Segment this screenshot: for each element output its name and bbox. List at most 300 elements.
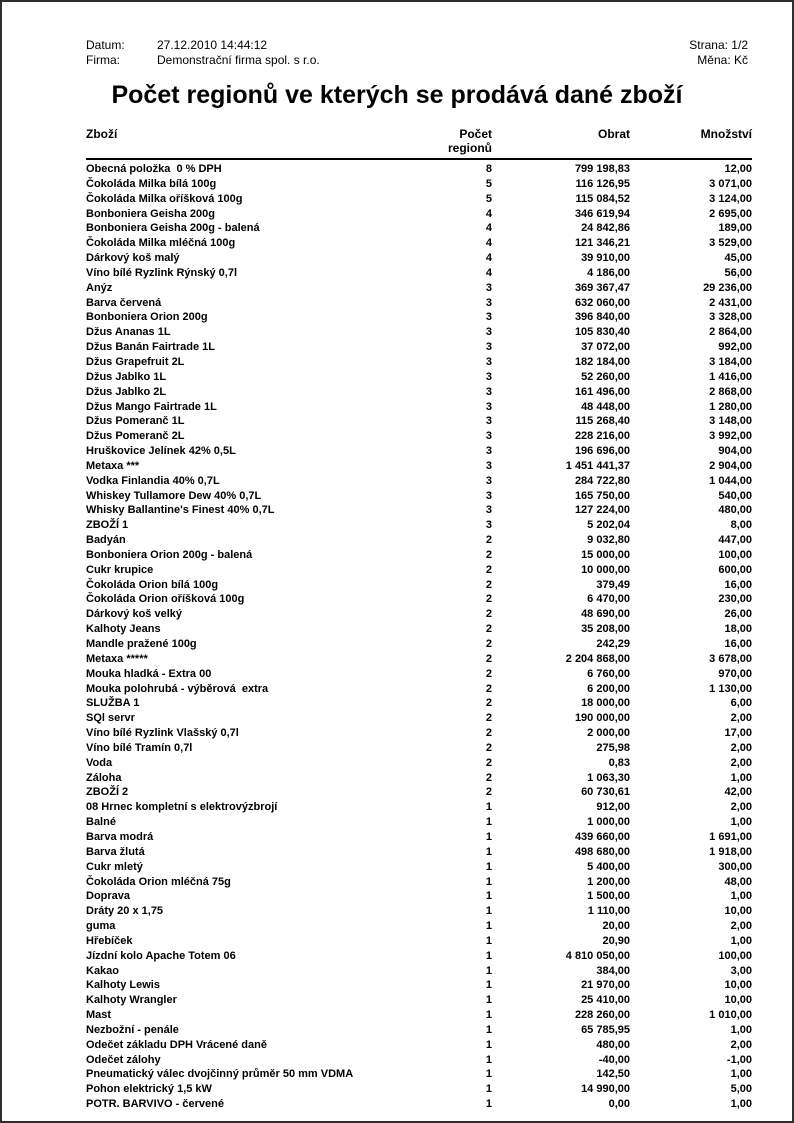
region-count-cell: 3 <box>485 341 492 354</box>
turnover-cell: 369 367,47 <box>574 281 630 294</box>
quantity-cell: 2,00 <box>730 756 752 769</box>
region-count-cell: 1 <box>485 905 492 918</box>
item-name-cell: Víno bílé Tramín 0,7l <box>86 741 193 754</box>
quantity-cell: 2 864,00 <box>709 326 752 339</box>
turnover-cell: 20,00 <box>602 920 630 933</box>
item-name-cell: 08 Hrnec kompletní s elektrovýzbrojí <box>86 801 278 814</box>
region-count-cell: 3 <box>485 296 492 309</box>
item-name-cell: Džus Banán Fairtrade 1L <box>86 341 215 354</box>
turnover-cell: 242,29 <box>596 638 630 650</box>
table-row <box>86 726 752 741</box>
quantity-cell: 2,00 <box>730 920 752 933</box>
region-count-cell: 2 <box>485 771 492 784</box>
report-table <box>86 127 752 1112</box>
turnover-cell: 15 000,00 <box>581 548 630 561</box>
region-count-cell: 1 <box>485 920 492 933</box>
quantity-cell: 16,00 <box>724 578 752 591</box>
item-name-cell: Víno bílé Ryzlink Rýnský 0,7l <box>86 266 237 279</box>
quantity-cell: 447,00 <box>718 534 752 547</box>
turnover-cell: 116 126,95 <box>575 177 630 190</box>
region-count-cell: 3 <box>485 311 492 324</box>
item-name-cell: guma <box>86 920 116 933</box>
region-count-cell: 2 <box>485 727 492 740</box>
region-count-cell: 1 <box>485 964 492 977</box>
turnover-cell: 10 000,00 <box>581 563 630 576</box>
firm-label: Firma: <box>86 53 120 67</box>
table-row <box>86 682 752 697</box>
turnover-cell: 439 660,00 <box>574 830 630 843</box>
meta-left-block <box>86 38 320 68</box>
turnover-cell: 5 400,00 <box>587 860 630 873</box>
quantity-cell: 10,00 <box>724 979 752 992</box>
quantity-cell: 3 124,00 <box>709 192 752 205</box>
item-name-cell: SQl servr <box>86 712 135 725</box>
region-count-cell: 1 <box>485 890 492 903</box>
item-name-cell: Nezbožní - penále <box>86 1023 179 1036</box>
region-count-cell: 3 <box>485 474 492 487</box>
table-row <box>86 192 752 207</box>
item-name-cell: Whiskey Tullamore Dew 40% 0,7L <box>86 489 262 502</box>
table-row <box>86 1097 752 1112</box>
quantity-cell: 3 529,00 <box>709 237 752 250</box>
table-row <box>86 711 752 726</box>
turnover-cell: 1 000,00 <box>587 816 630 829</box>
region-count-cell: 4 <box>485 237 492 250</box>
region-count-cell: 2 <box>485 593 492 606</box>
region-count-cell: 2 <box>485 652 492 665</box>
quantity-cell: 1,00 <box>730 1068 752 1081</box>
region-count-cell: 3 <box>485 370 492 383</box>
turnover-cell: 5 202,04 <box>587 519 630 532</box>
turnover-cell: 4 810 050,00 <box>565 949 630 962</box>
table-row <box>86 236 752 251</box>
region-count-cell: 4 <box>485 252 492 265</box>
item-name-cell: Bonboniera Orion 200g - balená <box>86 548 253 561</box>
turnover-cell: 346 619,94 <box>574 207 630 220</box>
item-name-cell: Mandle pražené 100g <box>86 638 197 650</box>
quantity-cell: 100,00 <box>718 548 752 561</box>
turnover-cell: 52 260,00 <box>581 370 630 383</box>
turnover-cell: 48 448,00 <box>581 400 630 413</box>
report-title: Počet regionů ve kterých se prodává dané zboží <box>111 81 683 109</box>
region-count-cell: 1 <box>485 994 492 1007</box>
turnover-cell: 142,50 <box>596 1068 630 1081</box>
quantity-cell: 189,00 <box>718 222 752 235</box>
report-meta <box>86 38 748 68</box>
turnover-cell: 396 840,00 <box>574 311 630 324</box>
region-count-cell: 2 <box>485 697 492 710</box>
item-name-cell: Džus Mango Fairtrade 1L <box>86 400 217 413</box>
table-row <box>86 949 752 964</box>
date-row <box>86 38 320 53</box>
region-count-cell: 2 <box>485 638 492 650</box>
table-row <box>86 696 752 711</box>
turnover-cell: 6 470,00 <box>587 593 630 606</box>
item-name-cell: Mouka polohrubá - výběrová extra <box>86 682 269 695</box>
table-row <box>86 489 752 504</box>
turnover-cell: 196 696,00 <box>574 445 630 458</box>
item-name-cell: POTR. BARVIVO - červené <box>86 1098 224 1111</box>
region-count-cell: 3 <box>485 281 492 294</box>
item-name-cell: Čokoláda Orion mléčná 75g <box>86 875 231 888</box>
quantity-cell: 1,00 <box>730 1098 752 1111</box>
item-name-cell: Odečet zálohy <box>86 1053 161 1066</box>
quantity-cell: 2,00 <box>730 1038 752 1051</box>
region-count-cell: 2 <box>485 548 492 561</box>
turnover-cell: 799 198,83 <box>574 163 630 175</box>
turnover-cell: 21 970,00 <box>581 979 630 992</box>
turnover-cell: 65 785,95 <box>581 1023 630 1036</box>
region-count-cell: 3 <box>485 415 492 428</box>
item-name-cell: Dárkový koš velký <box>86 608 183 621</box>
table-row <box>86 518 752 533</box>
table-row <box>86 785 752 800</box>
table-row <box>86 444 752 459</box>
quantity-cell: 1,00 <box>730 771 752 784</box>
table-row <box>86 281 752 296</box>
region-count-cell: 1 <box>485 1098 492 1111</box>
item-name-cell: Víno bílé Ryzlink Vlašský 0,7l <box>86 727 239 740</box>
item-name-cell: Anýz <box>86 281 113 294</box>
table-row <box>86 1008 752 1023</box>
table-row <box>86 934 752 949</box>
region-count-cell: 3 <box>485 519 492 532</box>
item-name-cell: Bonboniera Geisha 200g - balená <box>86 222 260 235</box>
table-row <box>86 578 752 593</box>
table-row <box>86 860 752 875</box>
table-row <box>86 993 752 1008</box>
quantity-cell: 8,00 <box>730 519 752 532</box>
region-count-cell: 3 <box>485 430 492 443</box>
region-count-cell: 4 <box>485 266 492 279</box>
turnover-cell: 182 184,00 <box>574 355 630 368</box>
table-row <box>86 756 752 771</box>
table-row <box>86 533 752 548</box>
item-name-cell: ZBOŽÍ 1 <box>86 519 129 532</box>
quantity-cell: 45,00 <box>724 252 752 265</box>
region-count-cell: 1 <box>485 845 492 858</box>
table-row <box>86 266 752 281</box>
item-name-cell: Metaxa *** <box>86 459 140 472</box>
turnover-cell: 9 032,80 <box>587 534 630 547</box>
column-header-regions: Počet regionů <box>448 127 492 155</box>
region-count-cell: 1 <box>485 1023 492 1036</box>
quantity-cell: 2,00 <box>730 801 752 814</box>
item-name-cell: Voda <box>86 756 113 769</box>
table-row <box>86 845 752 860</box>
quantity-cell: 18,00 <box>724 623 752 636</box>
turnover-cell: 60 730,61 <box>581 786 630 799</box>
quantity-cell: 2 695,00 <box>709 207 752 220</box>
quantity-cell: 3 184,00 <box>709 355 752 368</box>
region-count-cell: 2 <box>485 712 492 725</box>
date-label: Datum: <box>86 38 125 52</box>
quantity-cell: 300,00 <box>718 860 752 873</box>
quantity-cell: 3 678,00 <box>709 652 752 665</box>
turnover-cell: 20,90 <box>602 934 630 947</box>
region-count-cell: 1 <box>485 1053 492 1066</box>
quantity-cell: 600,00 <box>718 563 752 576</box>
table-header-row <box>86 127 752 160</box>
turnover-cell: 115 084,52 <box>575 192 630 205</box>
table-row <box>86 1067 752 1082</box>
region-count-cell: 1 <box>485 1009 492 1022</box>
quantity-cell: -1,00 <box>726 1053 752 1066</box>
table-row <box>86 637 752 652</box>
quantity-cell: 10,00 <box>724 905 752 918</box>
table-row <box>86 1023 752 1038</box>
table-row <box>86 355 752 370</box>
turnover-cell: 384,00 <box>596 964 630 977</box>
quantity-cell: 1 010,00 <box>709 1009 752 1022</box>
region-count-cell: 1 <box>485 1068 492 1081</box>
column-header-quantity: Množství <box>700 127 752 141</box>
item-name-cell: Džus Pomeranč 1L <box>86 415 185 428</box>
turnover-cell: 1 063,30 <box>587 771 630 784</box>
table-row <box>86 548 752 563</box>
turnover-cell: 0,83 <box>608 756 630 769</box>
item-name-cell: Badyán <box>86 534 126 547</box>
table-row <box>86 889 752 904</box>
quantity-cell: 10,00 <box>724 994 752 1007</box>
quantity-cell: 1 280,00 <box>709 400 752 413</box>
table-row <box>86 904 752 919</box>
table-row <box>86 207 752 222</box>
firm-value: Demonstrační firma spol. s r.o. <box>157 53 320 67</box>
item-name-cell: Čokoláda Milka oříšková 100g <box>86 192 243 205</box>
item-name-cell: SLUŽBA 1 <box>86 697 140 710</box>
table-row <box>86 652 752 667</box>
item-name-cell: Džus Ananas 1L <box>86 326 171 339</box>
region-count-cell: 1 <box>485 979 492 992</box>
item-name-cell: Pohon elektrický 1,5 kW <box>86 1083 212 1096</box>
turnover-cell: 25 410,00 <box>581 994 630 1007</box>
item-name-cell: Džus Pomeranč 2L <box>86 430 185 443</box>
region-count-cell: 2 <box>485 608 492 621</box>
table-row <box>86 830 752 845</box>
turnover-cell: 498 680,00 <box>574 845 630 858</box>
turnover-cell: 275,98 <box>596 741 630 754</box>
item-name-cell: Kalhoty Jeans <box>86 623 161 636</box>
item-name-cell: Pneumatický válec dvojčinný průměr 50 mm VDMA <box>86 1068 354 1081</box>
quantity-cell: 16,00 <box>724 638 752 650</box>
item-name-cell: Barva modrá <box>86 830 154 843</box>
turnover-cell: 165 750,00 <box>574 489 630 502</box>
turnover-cell: 1 500,00 <box>587 890 630 903</box>
turnover-cell: 161 496,00 <box>574 385 630 398</box>
turnover-cell: 912,00 <box>596 801 630 814</box>
table-row <box>86 459 752 474</box>
turnover-cell: 18 000,00 <box>581 697 630 710</box>
item-name-cell: Mouka hladká - Extra 00 <box>86 667 212 680</box>
region-count-cell: 5 <box>485 177 492 190</box>
table-row <box>86 592 752 607</box>
table-row <box>86 221 752 236</box>
quantity-cell: 3,00 <box>730 964 752 977</box>
quantity-cell: 1 691,00 <box>709 830 752 843</box>
quantity-cell: 2,00 <box>730 741 752 754</box>
table-row <box>86 667 752 682</box>
turnover-cell: 35 208,00 <box>581 623 630 636</box>
table-row <box>86 919 752 934</box>
turnover-cell: 127 224,00 <box>574 504 630 517</box>
turnover-cell: 190 000,00 <box>574 712 630 725</box>
item-name-cell: Whisky Ballantine's Finest 40% 0,7L <box>86 504 275 517</box>
turnover-cell: 121 346,21 <box>574 237 630 250</box>
quantity-cell: 3 071,00 <box>709 177 752 190</box>
item-name-cell: Čokoláda Orion oříšková 100g <box>86 593 245 606</box>
table-row <box>86 325 752 340</box>
table-row <box>86 340 752 355</box>
item-name-cell: ZBOŽÍ 2 <box>86 786 129 799</box>
quantity-cell: 100,00 <box>718 949 752 962</box>
turnover-cell: 632 060,00 <box>574 296 630 309</box>
table-row <box>86 622 752 637</box>
region-count-cell: 3 <box>485 445 492 458</box>
region-count-cell: 2 <box>485 578 492 591</box>
quantity-cell: 2 904,00 <box>709 459 752 472</box>
region-count-cell: 1 <box>485 949 492 962</box>
table-row <box>86 429 752 444</box>
turnover-cell: 0,00 <box>608 1098 630 1111</box>
quantity-cell: 230,00 <box>718 593 752 606</box>
region-count-cell: 1 <box>485 934 492 947</box>
quantity-cell: 1 130,00 <box>709 682 752 695</box>
item-name-cell: Hřebíček <box>86 934 133 947</box>
quantity-cell: 1,00 <box>730 816 752 829</box>
item-name-cell: Dárkový koš malý <box>86 252 180 265</box>
table-row <box>86 1082 752 1097</box>
region-count-cell: 3 <box>485 504 492 517</box>
quantity-cell: 992,00 <box>718 341 752 354</box>
table-row <box>86 385 752 400</box>
quantity-cell: 56,00 <box>724 266 752 279</box>
quantity-cell: 26,00 <box>724 608 752 621</box>
table-row <box>86 771 752 786</box>
turnover-cell: 115 268,40 <box>575 415 630 428</box>
table-row <box>86 162 752 177</box>
region-count-cell: 1 <box>485 1083 492 1096</box>
region-count-cell: 2 <box>485 534 492 547</box>
item-name-cell: Jízdní kolo Apache Totem 06 <box>86 949 236 962</box>
region-count-cell: 3 <box>485 326 492 339</box>
region-count-cell: 1 <box>485 875 492 888</box>
quantity-cell: 42,00 <box>724 786 752 799</box>
quantity-cell: 2,00 <box>730 712 752 725</box>
region-count-cell: 4 <box>485 207 492 220</box>
region-count-cell: 1 <box>485 816 492 829</box>
item-name-cell: Čokoláda Orion bílá 100g <box>86 578 219 591</box>
quantity-cell: 540,00 <box>718 489 752 502</box>
item-name-cell: Vodka Finlandia 40% 0,7L <box>86 474 220 487</box>
quantity-cell: 1,00 <box>730 934 752 947</box>
column-header-item: Zboží <box>86 127 118 141</box>
table-row <box>86 875 752 890</box>
turnover-cell: 105 830,40 <box>574 326 630 339</box>
turnover-cell: 379,49 <box>596 578 630 591</box>
quantity-cell: 29 236,00 <box>703 281 752 294</box>
table-row <box>86 964 752 979</box>
table-row <box>86 400 752 415</box>
table-row <box>86 815 752 830</box>
table-body <box>86 160 752 1112</box>
quantity-cell: 970,00 <box>718 667 752 680</box>
quantity-cell: 12,00 <box>724 163 752 175</box>
table-row <box>86 296 752 311</box>
quantity-cell: 1 416,00 <box>709 370 752 383</box>
item-name-cell: Doprava <box>86 890 131 903</box>
quantity-cell: 2 431,00 <box>709 296 752 309</box>
item-name-cell: Cukr krupice <box>86 563 154 576</box>
region-count-cell: 2 <box>485 667 492 680</box>
item-name-cell: Barva červená <box>86 296 162 309</box>
quantity-cell: 2 868,00 <box>709 385 752 398</box>
turnover-cell: 14 990,00 <box>581 1083 630 1096</box>
table-row <box>86 177 752 192</box>
region-count-cell: 2 <box>485 623 492 636</box>
turnover-cell: 480,00 <box>596 1038 630 1051</box>
turnover-cell: 4 186,00 <box>587 266 630 279</box>
region-count-cell: 3 <box>485 355 492 368</box>
item-name-cell: Barva žlutá <box>86 845 145 858</box>
firm-row <box>86 53 320 68</box>
item-name-cell: Kakao <box>86 964 120 977</box>
item-name-cell: Čokoláda Milka mléčná 100g <box>86 237 236 250</box>
page-number: Strana: 1/2 <box>689 38 748 52</box>
quantity-cell: 1 918,00 <box>709 845 752 858</box>
region-count-cell: 1 <box>485 801 492 814</box>
turnover-cell: 48 690,00 <box>581 608 630 621</box>
table-row <box>86 1038 752 1053</box>
quantity-cell: 904,00 <box>718 445 752 458</box>
turnover-cell: 2 000,00 <box>587 727 630 740</box>
turnover-cell: 1 200,00 <box>587 875 630 888</box>
turnover-cell: 6 760,00 <box>587 667 630 680</box>
quantity-cell: 5,00 <box>730 1083 752 1096</box>
region-count-cell: 2 <box>485 741 492 754</box>
region-count-cell: 3 <box>485 385 492 398</box>
item-name-cell: Hruškovice Jelínek 42% 0,5L <box>86 445 236 458</box>
item-name-cell: Kalhoty Lewis <box>86 979 160 992</box>
table-row <box>86 800 752 815</box>
column-header-turnover: Obrat <box>597 127 630 141</box>
region-count-cell: 5 <box>485 192 492 205</box>
meta-right-block <box>689 38 748 68</box>
turnover-cell: 228 216,00 <box>574 430 630 443</box>
table-row <box>86 251 752 266</box>
turnover-cell: 284 722,80 <box>574 474 630 487</box>
item-name-cell: Kalhoty Wrangler <box>86 994 177 1007</box>
table-row <box>86 414 752 429</box>
region-count-cell: 2 <box>485 756 492 769</box>
turnover-cell: 24 842,86 <box>581 222 630 235</box>
turnover-cell: 2 204 868,00 <box>565 652 630 665</box>
item-name-cell: Balné <box>86 816 116 829</box>
quantity-cell: 3 992,00 <box>709 430 752 443</box>
item-name-cell: Bonboniera Geisha 200g <box>86 207 215 220</box>
table-row <box>86 607 752 622</box>
turnover-cell: 37 072,00 <box>581 341 630 354</box>
region-count-cell: 1 <box>485 1038 492 1051</box>
table-row <box>86 978 752 993</box>
item-name-cell: Odečet základu DPH Vrácené daně <box>86 1038 267 1051</box>
item-name-cell: Záloha <box>86 771 122 784</box>
table-row <box>86 503 752 518</box>
item-name-cell: Dráty 20 x 1,75 <box>86 905 164 918</box>
item-name-cell: Bonboniera Orion 200g <box>86 311 208 324</box>
table-row <box>86 1053 752 1068</box>
region-count-cell: 1 <box>485 830 492 843</box>
